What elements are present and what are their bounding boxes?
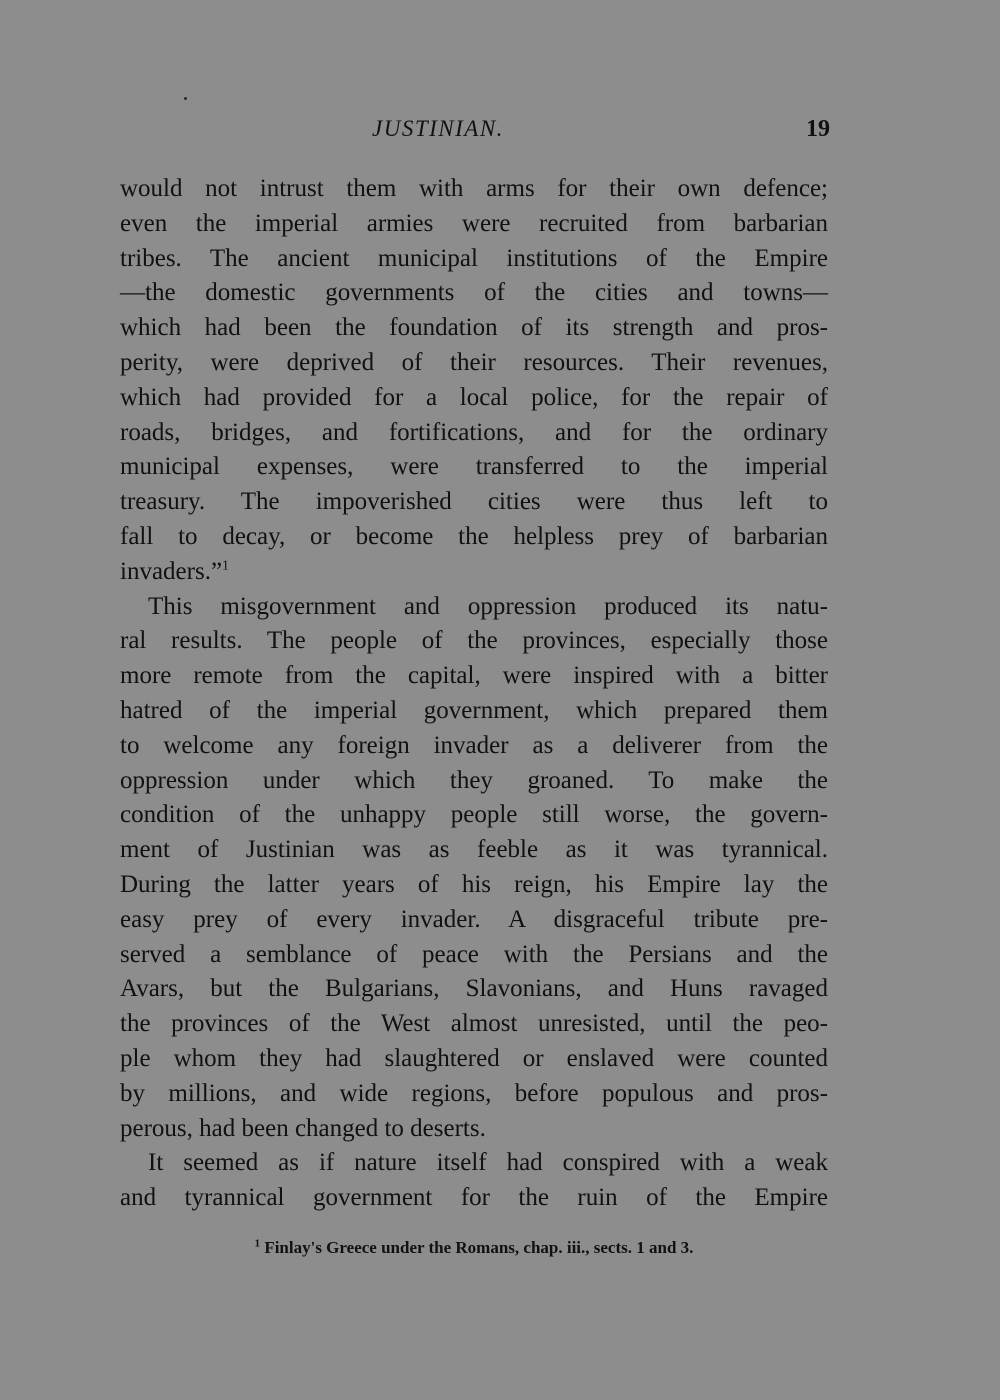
body-text xyxy=(120,172,828,1216)
footnote xyxy=(120,1236,828,1260)
text-line: ment of Justinian was as feeble as it was tyrannical. xyxy=(120,836,828,864)
footnote-text: Finlay's Greece under the Romans, chap. iii., sects. 1 and 3. xyxy=(264,1238,694,1257)
text-line: oppression under which they groaned. To make the xyxy=(120,766,828,794)
text-line: Avars, but the Bulgarians, Slavonians, and Huns ravaged xyxy=(120,975,828,1003)
text-line: municipal expenses, were transferred to the imperial xyxy=(120,453,828,481)
text-line: more remote from the capital, were inspired with a bitter xyxy=(120,662,828,690)
text-line: fall to decay, or become the helpless prey of barbarian xyxy=(120,522,828,550)
text-line: ral results. The people of the provinces, especially those xyxy=(120,627,828,655)
text-line-content: invaders.” xyxy=(120,557,223,585)
page-speck xyxy=(184,97,187,100)
footnote-reference: 1 xyxy=(222,558,230,574)
text-line: even the imperial armies were recruited from barbarian xyxy=(120,209,828,237)
text-line: hatred of the imperial government, which prepared them xyxy=(120,696,828,724)
text-line: to welcome any foreign invader as a deliverer from the xyxy=(120,731,828,759)
text-line: and tyrannical government for the ruin of the Empire xyxy=(120,1184,828,1212)
page-number: 19 xyxy=(806,116,830,142)
text-line: —the domestic governments of the cities and towns— xyxy=(120,279,828,307)
text-line: This misgovernment and oppression produced its natu- xyxy=(148,592,828,620)
text-line: treasury. The impoverished cities were thus left to xyxy=(120,488,828,516)
text-line: served a semblance of peace with the Persians and the xyxy=(120,940,828,968)
text-line: easy prey of every invader. A disgraceful tribute pre- xyxy=(120,905,828,933)
text-line: condition of the unhappy people still worse, the govern- xyxy=(120,801,828,829)
paragraph-end-line xyxy=(120,555,828,590)
text-line: would not intrust them with arms for their own defence; xyxy=(120,175,828,202)
text-line: which had been the foundation of its strength and pros- xyxy=(120,314,828,342)
text-line: the provinces of the West almost unresisted, until the peo- xyxy=(120,1010,828,1038)
running-title: JUSTINIAN. xyxy=(372,116,504,141)
text-line: perity, were deprived of their resources. Their revenues, xyxy=(120,348,828,376)
text-line: which had provided for a local police, for the repair of xyxy=(120,383,828,411)
text-line: During the latter years of his reign, his Empire lay the xyxy=(120,870,828,898)
footnote-marker: 1 xyxy=(254,1237,261,1250)
text-line: perous, had been changed to deserts. xyxy=(120,1114,486,1142)
running-head xyxy=(120,112,830,146)
text-line: roads, bridges, and fortifications, and for the ordinary xyxy=(120,418,828,446)
text-line: tribes. The ancient municipal institutions of the Empire xyxy=(120,244,828,272)
text-line: It seemed as if nature itself had conspired with a weak xyxy=(148,1149,828,1177)
text-line: by millions, and wide regions, before populous and pros- xyxy=(120,1079,828,1107)
text-line: ple whom they had slaughtered or enslaved were counted xyxy=(120,1044,828,1072)
